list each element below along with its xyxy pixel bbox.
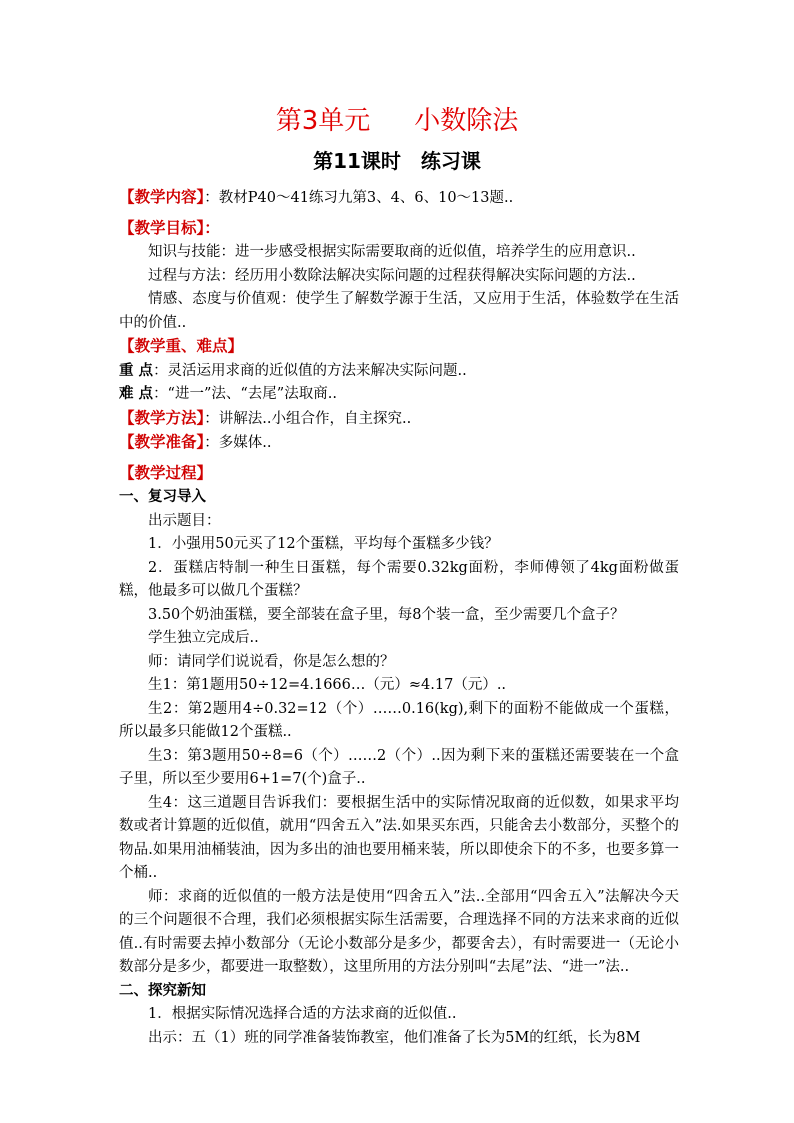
- goal-process: 过程与方法：经历用小数除法解决实际问题的过程获得解决实际问题的方法..: [148, 267, 636, 284]
- review-solve: 学生独立完成后..: [148, 630, 259, 646]
- explore-item-1: 1．根据实际情况选择合适的方法求商的近似值..: [148, 1006, 457, 1022]
- student-answer-1: 生1：第1题用50÷12=4.1666…（元）≈4.17（元）..: [148, 677, 507, 693]
- review-question-2: 2．蛋糕店特制一种生日蛋糕，每个需要0.32kg面粉，李师傅领了4kg面粉做蛋糕，他最多可以做几个蛋糕？: [119, 559, 679, 599]
- prep-heading: 【教学准备】: [119, 433, 205, 451]
- methods-line: [119, 407, 679, 432]
- difficult-point-label: 难 点: [119, 386, 154, 402]
- teacher-summary: 师：求商的近似值的一般方法是使用“四舍五入”法..全部用“四舍五入”法解决今天的三个问题很不合理，我们必须根据实际生活需要，合理选择不同的方法来求商的近似值..有时需要去掉小数部分（无论小数部分是多少，都要舍去），有时需要进一（无论小数部分是多少，都要进一取整数），这里所用的方法分别叫“去尾”法、“进一”法..: [119, 888, 679, 975]
- content-heading: 【教学内容】: [119, 188, 205, 206]
- difficult-point-text: ：“进一”法、“去尾”法取商..: [153, 386, 337, 402]
- section-review: 一、复习导入: [119, 489, 206, 505]
- unit-number: 第3单元: [275, 106, 371, 136]
- goals-line: 【教学目标】：: [119, 218, 220, 237]
- student-answer-2: 生2：第2题用4÷0.32=12（个）……0.16(kg),剩下的面粉不能做成一个蛋糕，所以最多只能做12个蛋糕..: [119, 700, 679, 740]
- review-question-1: 1．小强用50元买了12个蛋糕，平均每个蛋糕多少钱？: [148, 536, 499, 552]
- prep-text: ：多媒体..: [204, 435, 272, 451]
- content-text: ：教材P40～41练习九第3、4、6、10～13题..: [204, 190, 514, 206]
- content-line: [119, 186, 679, 211]
- document-body: [119, 186, 679, 1050]
- teacher-question: 师：请同学们说说看，你是怎么想的？: [148, 653, 395, 670]
- review-intro: 出示题目：: [148, 512, 221, 529]
- process-heading: 【教学过程】: [119, 463, 213, 482]
- goal-knowledge: 知识与技能：进一步感受根据实际需要取商的近似值，培养学生的应用意识..: [148, 244, 636, 260]
- goals-heading: 【教学目标】: [119, 218, 205, 237]
- keypoints-heading: 【教学重、难点】: [119, 337, 244, 355]
- goal-emotion: 情感、态度与价值观：使学生了解数学源于生活，又应用于生活，体验数学在生活中的价值..: [119, 291, 679, 331]
- prep-line: [119, 431, 679, 456]
- key-point-text: ：灵活运用求商的近似值的方法来解决实际问题..: [153, 362, 467, 379]
- methods-text: ：讲解法..小组合作，自主探究..: [204, 410, 412, 427]
- unit-name: 小数除法: [414, 106, 519, 136]
- key-point-line: [119, 360, 679, 384]
- difficult-point-line: [119, 383, 679, 407]
- student-answer-4: 生4：这三道题目告诉我们：要根据生活中的实际情况取商的近似数，如果求平均数或者计算题的近似值，就用“四舍五入”法.如果买东西，只能舍去小数部分，买整个的物品.如果用油桶装油，因为多出的油也要用桶来装，所以即使余下的不多，也要多算一个桶..: [119, 794, 679, 881]
- review-question-3: 3.50个奶油蛋糕，要全部装在盒子里，每8个装一盒，至少需要几个盒子？: [148, 606, 625, 623]
- explore-show: 出示：五（1）班的同学准备装饰教室，他们准备了长为5M的红纸，长为8M: [148, 1029, 641, 1046]
- student-answer-3: 生3：第3题用50÷8=6（个）……2（个）..因为剩下来的蛋糕还需要装在一个盒子里，所以至少要用6+1=7(个)盒子..: [119, 747, 679, 787]
- unit-title: [0, 100, 794, 137]
- section-explore: 二、探究新知: [119, 982, 206, 999]
- key-point-label: 重 点: [119, 362, 154, 379]
- methods-heading: 【教学方法】: [119, 408, 205, 427]
- lesson-title: 第11课时 练习课: [313, 149, 481, 173]
